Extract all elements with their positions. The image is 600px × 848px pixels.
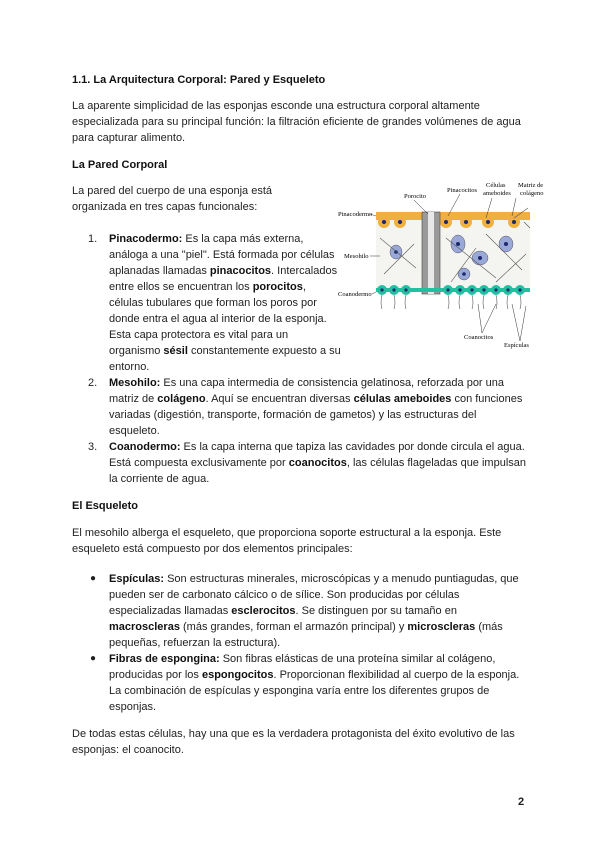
label-matriz-1: Matriz de: [518, 182, 544, 189]
list-item-pinacodermo: 1. Pinacodermo: Es la capa más externa, análoga a una "piel". Está formada por células aplanadas llamadas pinacocitos. Intercalados entre ellos se encuentran los porocitos, células tubulares que forman los poros por donde entra el agua al interior de la esponja. Esta capa protectora es vital para un organismo sésil constantemente expuesto a su entorno.: [88, 233, 341, 373]
pared-intro: La pared del cuerpo de una esponja está organizada en tres capas funcionales:: [72, 185, 272, 213]
section-intro: La aparente simplicidad de las esponjas esconde una estructura corporal altamente especializada para su principal función: la filtración eficiente de grandes volúmenes de agua para capturar alimento.: [72, 100, 521, 144]
esqueleto-list: [88, 571, 528, 715]
list-item-text: Pinacodermo: Es la capa más externa, análoga a una "piel". Está formada por células aplanadas llamadas pinacocitos. Intercalados entre ellos se encuentran los porocitos, células tubulares que forman los poros por donde entra el agua al interior de la esponja. Esta capa protectora es vital para un organismo sésil constantemente expuesto a su entorno.: [109, 233, 341, 373]
list-item-mesohilo: 2. Mesohilo: Es una capa intermedia de consistencia gelatinosa, reforzada por una matriz de colágeno. Aquí se encuentran diversas células ameboides con funciones variadas (digestión, transporte, formación de gametos) y las estructuras del esqueleto.: [88, 377, 523, 437]
label-pinacodermo: Pinacodermo: [338, 211, 373, 218]
label-coanodermo: Coanodermo: [338, 291, 372, 298]
esqueleto-heading: El Esqueleto: [72, 500, 139, 512]
pared-layers-list: [88, 231, 528, 375]
pared-heading: La Pared Corporal: [72, 159, 168, 171]
pared-layers-list-cont: [88, 375, 528, 487]
page-number: 2: [518, 796, 525, 808]
label-pinacocitos: Pinacocitos: [447, 187, 477, 194]
list-item-espiculas: ● Espículas: Son estructuras minerales, microscópicas y a menudo puntiagudas, que pueden ser de carbonato cálcico o de sílice. Son producidas por células especializadas llamadas esclerocitos. Se distinguen por su tamaño en macroscleras (más grandes, forman el armazón principal) y microscleras (más pequeñas, refuerzan la estructura).: [90, 573, 519, 649]
esqueleto-intro: El mesohilo alberga el esqueleto, que proporciona soporte estructural a la esponja. Este esqueleto está compuesto por dos elementos principales:: [72, 527, 502, 555]
list-item-text: Coanodermo: Es la capa interna que tapiza las cavidades por donde circula el agua. Está compuesta exclusivamente por coanocitos, las células flageladas que impulsan la corriente de agua.: [109, 441, 527, 485]
label-espiculas: Espículas: [504, 342, 529, 349]
list-item-text: Espículas: Son estructuras minerales, microscópicas y a menudo puntiagudas, que pueden ser de carbonato cálcico o de sílice. Son producidas por células especializadas llamadas esclerocitos. Se distinguen por su tamaño en macroscleras (más grandes, forman el armazón principal) y microscleras (más pequeñas, refuerzan la estructura).: [109, 573, 519, 649]
list-item-text: Mesohilo: Es una capa intermedia de consistencia gelatinosa, reforzada por una matriz de colágeno. Aquí se encuentran diversas células ameboides con funciones variadas (digestión, transporte, formación de gametos) y las estructuras del esqueleto.: [109, 377, 523, 437]
label-matriz-2: colágeno: [520, 190, 544, 197]
section-heading: 1.1. La Arquitectura Corporal: Pared y Esqueleto: [72, 74, 326, 86]
list-item-coanodermo: 3. Coanodermo: Es la capa interna que tapiza las cavidades por donde circula el agua. Está compuesta exclusivamente por coanocitos, las células flageladas que impulsan la corriente de agua.: [88, 441, 527, 485]
list-item-espongina: ● Fibras de espongina: Son fibras elásticas de una proteína similar al colágeno, producidas por los espongocitos. Proporcionan flexibilidad al cuerpo de la esponja. La combinación de espículas y espongina varía entre los diferentes grupos de esponjas.: [90, 653, 520, 713]
label-celulas-1: Células: [486, 182, 506, 189]
label-mesohilo: Mesohilo: [344, 253, 369, 260]
label-coanocitos: Coanocitos: [464, 334, 494, 341]
list-item-text: Fibras de espongina: Son fibras elásticas de una proteína similar al colágeno, producidas por los espongocitos. Proporcionan flexibilidad al cuerpo de la esponja. La combinación de espículas y espongina varía entre los diferentes grupos de esponjas.: [109, 653, 520, 713]
label-celulas-2: ameboides: [483, 190, 511, 197]
closing-paragraph: De todas estas células, hay una que es la verdadera protagonista del éxito evolutivo de las esponjas: el coanocito.: [72, 728, 515, 756]
label-porocito: Porocito: [404, 193, 427, 200]
